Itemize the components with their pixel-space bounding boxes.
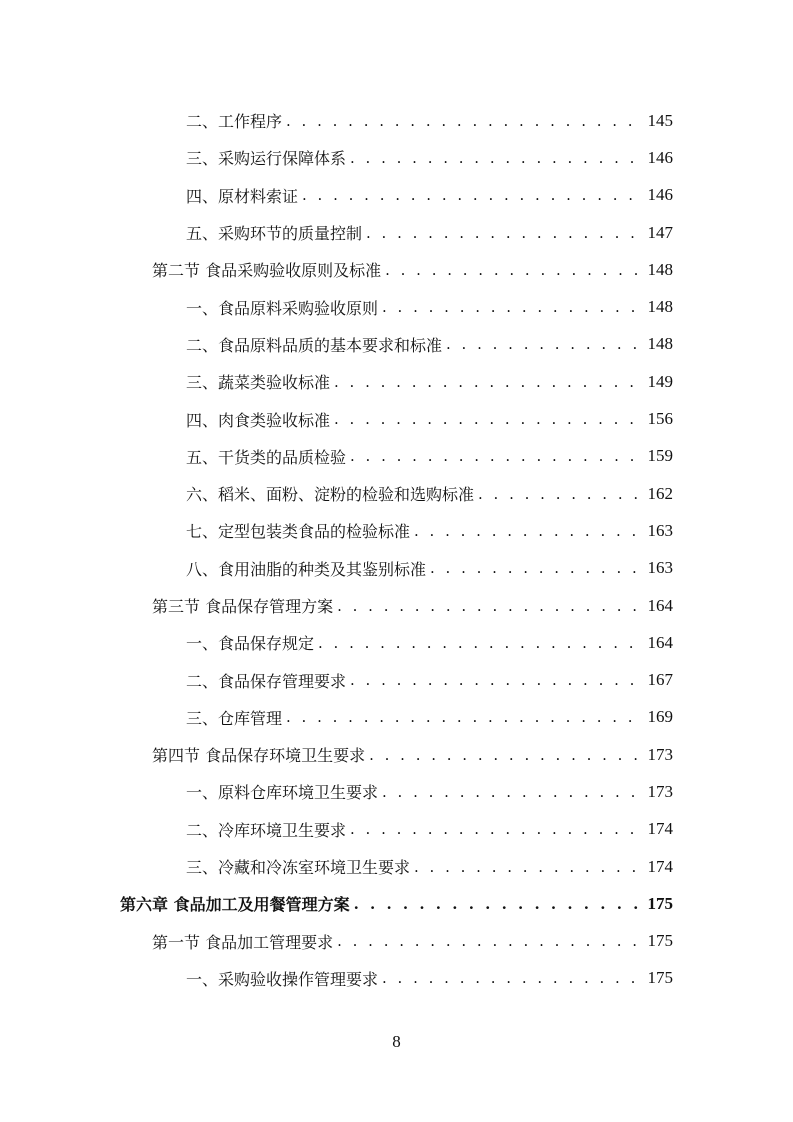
toc-entry-page: 175 <box>647 893 673 913</box>
toc-entry-page: 175 <box>647 931 673 951</box>
toc-entry <box>0 624 793 661</box>
toc-leader-dots <box>302 186 641 204</box>
toc-leader-dots <box>478 485 641 503</box>
toc-entry-page: 173 <box>647 744 673 764</box>
toc-leader-dots <box>414 522 641 540</box>
toc-entry <box>0 661 793 698</box>
toc-entry-title: 第六章 食品加工及用餐管理方案 <box>120 895 350 915</box>
toc-entry-page: 163 <box>647 520 673 540</box>
toc-entry-page: 146 <box>647 147 673 167</box>
toc-leader-dots <box>337 597 641 615</box>
toc-leader-dots <box>350 447 641 465</box>
toc-entry <box>0 885 793 922</box>
toc-entry-page: 169 <box>647 707 673 727</box>
toc-leader-dots <box>350 671 641 689</box>
toc-entry <box>0 736 793 773</box>
toc-entry-page: 159 <box>647 446 673 466</box>
toc-leader-dots <box>337 932 641 950</box>
toc-entry-title: 一、食品原料采购验收原则 <box>186 298 379 318</box>
toc-entry-page: 156 <box>647 409 673 429</box>
toc-entry-page: 164 <box>647 595 673 615</box>
toc-entry-title: 一、采购验收操作管理要求 <box>186 969 379 989</box>
toc-entry <box>0 512 793 549</box>
toc-entry-title: 一、食品保存规定 <box>186 634 315 654</box>
toc-leader-dots <box>430 559 641 577</box>
toc-entry-page: 147 <box>647 222 673 242</box>
toc-entry-title: 一、原料仓库环境卫生要求 <box>186 783 379 803</box>
toc-entry <box>0 699 793 736</box>
toc-leader-dots <box>446 335 641 353</box>
toc-entry <box>0 326 793 363</box>
toc-entry-title: 八、食用油脂的种类及其鉴别标准 <box>186 559 427 579</box>
toc-entry <box>0 102 793 139</box>
toc-entry <box>0 811 793 848</box>
toc-entry <box>0 960 793 997</box>
toc-leader-dots <box>350 820 641 838</box>
toc-entry-title: 七、定型包装类食品的检验标准 <box>186 522 411 542</box>
toc-entry <box>0 475 793 512</box>
toc-entry-title: 二、冷库环境卫生要求 <box>186 820 347 840</box>
toc-entry <box>0 139 793 176</box>
toc-leader-dots <box>382 969 641 987</box>
toc-entry-page: 173 <box>647 781 673 801</box>
table-of-contents <box>0 102 793 997</box>
toc-entry-title: 第四节 食品保存环境卫生要求 <box>152 746 366 766</box>
toc-entry-page: 146 <box>647 185 673 205</box>
toc-entry-page: 148 <box>647 297 673 317</box>
toc-entry-page: 148 <box>647 259 673 279</box>
toc-entry <box>0 214 793 251</box>
toc-leader-dots <box>354 895 641 913</box>
page-number: 8 <box>392 1032 401 1051</box>
toc-entry-title: 第一节 食品加工管理要求 <box>152 932 334 952</box>
toc-entry-page: 164 <box>647 632 673 652</box>
toc-entry-title: 三、冷藏和冷冻室环境卫生要求 <box>186 858 411 878</box>
toc-leader-dots <box>334 410 641 428</box>
toc-leader-dots <box>414 858 641 876</box>
toc-leader-dots <box>369 746 641 764</box>
toc-entry-title: 二、食品原料品质的基本要求和标准 <box>186 335 443 355</box>
toc-entry <box>0 438 793 475</box>
toc-entry-title: 第三节 食品保存管理方案 <box>152 597 334 616</box>
toc-entry-title: 二、食品保存管理要求 <box>186 671 347 691</box>
toc-entry <box>0 400 793 437</box>
toc-entry <box>0 923 793 960</box>
toc-entry-title: 三、蔬菜类验收标准 <box>186 373 331 393</box>
toc-leader-dots <box>286 112 641 130</box>
toc-entry-page: 167 <box>647 670 673 690</box>
toc-leader-dots <box>385 261 641 279</box>
toc-entry-page: 162 <box>647 483 673 503</box>
toc-entry-page: 148 <box>647 334 673 354</box>
toc-entry-page: 149 <box>647 371 673 391</box>
toc-entry-title: 二、工作程序 <box>186 112 283 132</box>
toc-leader-dots <box>382 783 641 801</box>
toc-entry <box>0 251 793 288</box>
toc-leader-dots <box>318 634 641 652</box>
toc-entry-title: 第二节 食品采购验收原则及标准 <box>152 261 382 281</box>
toc-entry-page: 163 <box>647 558 673 578</box>
toc-entry <box>0 773 793 810</box>
toc-entry <box>0 550 793 587</box>
toc-entry-title: 五、干货类的品质检验 <box>186 447 347 467</box>
toc-entry <box>0 848 793 885</box>
toc-entry-page: 145 <box>647 110 673 130</box>
toc-entry-page: 175 <box>647 968 673 988</box>
toc-entry-page: 174 <box>647 856 673 876</box>
toc-entry-title: 四、原材料索证 <box>186 186 299 206</box>
toc-leader-dots <box>366 224 641 242</box>
toc-leader-dots <box>382 298 641 316</box>
toc-leader-dots <box>286 708 641 726</box>
toc-entry <box>0 363 793 400</box>
toc-entry-title: 三、采购运行保障体系 <box>186 149 347 169</box>
toc-entry-page: 174 <box>647 819 673 839</box>
toc-entry-title: 四、肉食类验收标准 <box>186 410 331 430</box>
toc-entry-title: 五、采购环节的质量控制 <box>186 224 363 244</box>
toc-entry-title: 三、仓库管理 <box>186 708 283 728</box>
toc-entry <box>0 288 793 325</box>
toc-entry-title: 六、稻米、面粉、淀粉的检验和选购标准 <box>186 485 475 505</box>
toc-leader-dots <box>334 373 641 391</box>
toc-entry <box>0 587 793 624</box>
toc-leader-dots <box>350 149 641 167</box>
toc-entry <box>0 177 793 214</box>
